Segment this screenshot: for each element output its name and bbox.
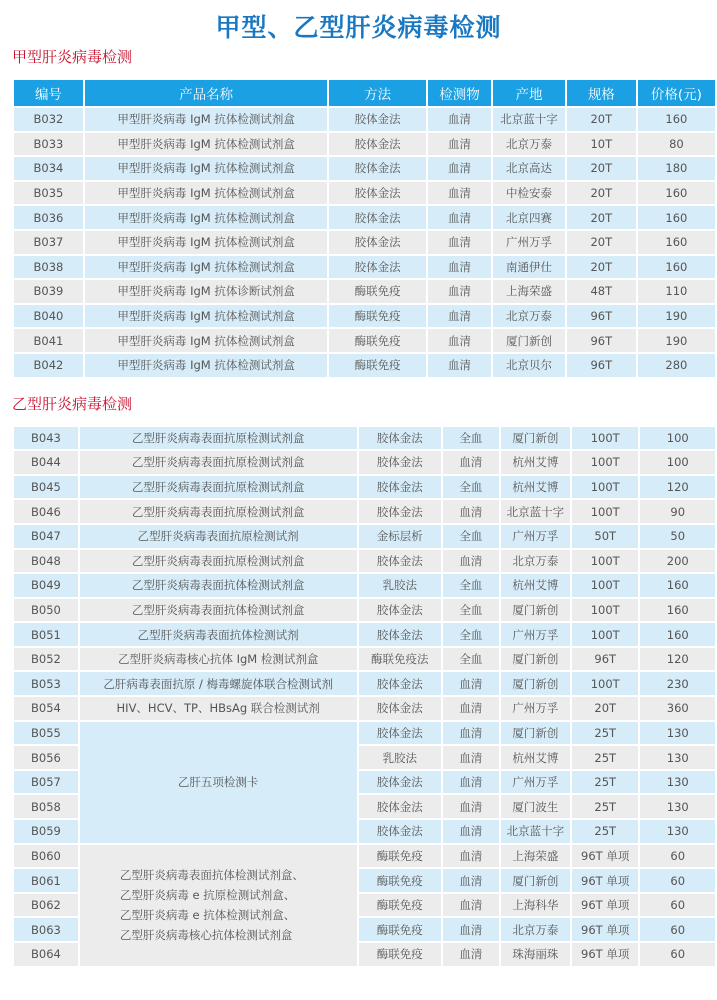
cell-sample: 血清	[443, 500, 499, 523]
cell-price: 190	[638, 305, 715, 328]
cell-method: 胶体金法	[359, 550, 441, 573]
table-row	[14, 354, 715, 377]
cell-origin: 广州万孚	[501, 771, 570, 794]
cell-price: 130	[640, 771, 715, 794]
cell-sample: 血清	[443, 845, 499, 868]
cell-method: 酶联免疫	[359, 869, 441, 892]
cell-price: 130	[640, 795, 715, 818]
cell-sample: 血清	[428, 108, 491, 131]
cell-method: 胶体金法	[329, 182, 425, 205]
cell-product-name-merged: 乙肝五项检测卡	[80, 722, 357, 843]
cell-price: 120	[640, 476, 715, 499]
cell-origin: 厦门波生	[501, 795, 570, 818]
cell-spec: 20T	[567, 182, 636, 205]
cell-spec: 96T	[567, 354, 636, 377]
cell-method: 胶体金法	[359, 771, 441, 794]
cell-origin: 厦门新创	[493, 329, 565, 352]
cell-id: B035	[14, 182, 83, 205]
table-row	[14, 648, 715, 671]
cell-method: 胶体金法	[329, 157, 425, 180]
cell-product-name: 乙型肝炎病毒表面抗体检测试剂盒	[80, 574, 357, 597]
cell-id: B034	[14, 157, 83, 180]
cell-sample: 血清	[443, 746, 499, 769]
cell-product-name: 甲型肝炎病毒 IgM 抗体检测试剂盒	[85, 231, 328, 254]
cell-spec: 96T	[567, 329, 636, 352]
cell-spec: 100T	[572, 500, 639, 523]
cell-sample: 全血	[443, 574, 499, 597]
cell-id: B047	[14, 525, 78, 548]
cell-id: B063	[14, 918, 78, 941]
cell-method: 金标层析	[359, 525, 441, 548]
cell-spec: 20T	[567, 231, 636, 254]
page-title: 甲型、乙型肝炎病毒检测	[215, 13, 502, 42]
cell-method: 酶联免疫法	[359, 648, 441, 671]
header-product-name: 产品名称	[85, 80, 328, 106]
cell-sample: 血清	[443, 820, 499, 843]
cell-sample: 血清	[443, 918, 499, 941]
cell-method: 酶联免疫	[329, 305, 425, 328]
table-row	[14, 697, 715, 720]
cell-price: 160	[638, 256, 715, 279]
cell-price: 160	[640, 623, 715, 646]
cell-id: B059	[14, 820, 78, 843]
cell-price: 160	[638, 206, 715, 229]
cell-id: B040	[14, 305, 83, 328]
cell-method: 酶联免疫	[329, 329, 425, 352]
cell-price: 80	[638, 133, 715, 156]
cell-origin: 厦门新创	[501, 722, 570, 745]
header-origin: 产地	[493, 80, 565, 106]
cell-price: 130	[640, 746, 715, 769]
cell-origin: 杭州艾博	[501, 746, 570, 769]
cell-method: 酶联免疫	[359, 943, 441, 966]
cell-origin: 厦门新创	[501, 672, 570, 695]
cell-price: 60	[640, 943, 715, 966]
cell-method: 胶体金法	[329, 256, 425, 279]
cell-method: 胶体金法	[329, 108, 425, 131]
cell-id: B045	[14, 476, 78, 499]
cell-sample: 血清	[428, 182, 491, 205]
table-row	[14, 672, 715, 695]
section-title-hepatitis-a: 甲型肝炎病毒检测	[12, 48, 133, 66]
cell-spec: 10T	[567, 133, 636, 156]
cell-origin: 北京万泰	[493, 133, 565, 156]
cell-method: 胶体金法	[359, 672, 441, 695]
cell-product-name: 甲型肝炎病毒 IgM 抗体检测试剂盒	[85, 305, 328, 328]
cell-origin: 广州万孚	[501, 525, 570, 548]
cell-price: 60	[640, 918, 715, 941]
header-sample: 检测物	[428, 80, 491, 106]
table-row	[14, 722, 715, 745]
cell-price: 90	[640, 500, 715, 523]
cell-spec: 20T	[567, 157, 636, 180]
cell-spec: 100T	[572, 451, 639, 474]
cell-origin: 杭州艾博	[501, 574, 570, 597]
hepatitis-b-table	[12, 425, 717, 968]
cell-origin: 上海科华	[501, 894, 570, 917]
cell-sample: 全血	[443, 648, 499, 671]
cell-sample: 血清	[443, 943, 499, 966]
table-row	[14, 550, 715, 573]
cell-id: B055	[14, 722, 78, 745]
cell-product-name: 乙型肝炎病毒表面抗原检测试剂盒	[80, 500, 357, 523]
cell-id: B039	[14, 280, 83, 303]
cell-spec: 25T	[572, 795, 639, 818]
cell-id: B036	[14, 206, 83, 229]
cell-product-name: 乙型肝炎病毒表面抗原检测试剂	[80, 525, 357, 548]
cell-price: 200	[640, 550, 715, 573]
cell-price: 360	[640, 697, 715, 720]
cell-origin: 厦门新创	[501, 869, 570, 892]
cell-spec: 100T	[572, 550, 639, 573]
table-row	[14, 133, 715, 156]
cell-sample: 全血	[443, 525, 499, 548]
cell-sample: 血清	[428, 329, 491, 352]
cell-origin: 杭州艾博	[501, 476, 570, 499]
product-name-line: 乙型肝炎病毒表面抗体检测试剂盒、	[119, 868, 304, 883]
cell-origin: 厦门新创	[501, 648, 570, 671]
cell-id: B043	[14, 427, 78, 450]
cell-product-name: 甲型肝炎病毒 IgM 抗体诊断试剂盒	[85, 280, 328, 303]
cell-id: B061	[14, 869, 78, 892]
cell-method: 酶联免疫	[329, 280, 425, 303]
table-row	[14, 525, 715, 548]
cell-origin: 北京高达	[493, 157, 565, 180]
cell-id: B038	[14, 256, 83, 279]
cell-method: 胶体金法	[359, 427, 441, 450]
cell-spec: 48T	[567, 280, 636, 303]
cell-sample: 血清	[428, 133, 491, 156]
cell-spec: 96T	[567, 305, 636, 328]
cell-method: 乳胶法	[359, 746, 441, 769]
cell-sample: 血清	[428, 305, 491, 328]
cell-id: B048	[14, 550, 78, 573]
cell-sample: 血清	[443, 795, 499, 818]
cell-price: 160	[640, 599, 715, 622]
cell-id: B046	[14, 500, 78, 523]
cell-product-name: 乙型肝炎病毒核心抗体 IgM 检测试剂盒	[80, 648, 357, 671]
cell-spec: 20T	[567, 256, 636, 279]
cell-method: 胶体金法	[329, 133, 425, 156]
cell-product-name: 甲型肝炎病毒 IgM 抗体检测试剂盒	[85, 256, 328, 279]
cell-product-name: 甲型肝炎病毒 IgM 抗体检测试剂盒	[85, 157, 328, 180]
cell-spec: 96T 单项	[572, 918, 639, 941]
cell-price: 110	[638, 280, 715, 303]
cell-id: B056	[14, 746, 78, 769]
cell-price: 180	[638, 157, 715, 180]
cell-spec: 96T 单项	[572, 869, 639, 892]
cell-origin: 南通伊仕	[493, 256, 565, 279]
cell-method: 胶体金法	[329, 231, 425, 254]
cell-method: 胶体金法	[359, 697, 441, 720]
cell-spec: 96T 单项	[572, 845, 639, 868]
table-row	[14, 280, 715, 303]
cell-id: B037	[14, 231, 83, 254]
cell-sample: 血清	[443, 672, 499, 695]
table-row	[14, 256, 715, 279]
table-row	[14, 476, 715, 499]
cell-spec: 100T	[572, 599, 639, 622]
cell-method: 酶联免疫	[359, 918, 441, 941]
cell-price: 60	[640, 894, 715, 917]
cell-sample: 血清	[428, 206, 491, 229]
cell-price: 100	[640, 451, 715, 474]
cell-origin: 杭州艾博	[501, 451, 570, 474]
cell-price: 130	[640, 820, 715, 843]
cell-sample: 血清	[443, 894, 499, 917]
cell-price: 280	[638, 354, 715, 377]
cell-product-name: 乙型肝炎病毒表面抗体检测试剂	[80, 623, 357, 646]
cell-id: B049	[14, 574, 78, 597]
table-row	[14, 206, 715, 229]
cell-product-name: 乙型肝炎病毒表面抗体检测试剂盒	[80, 599, 357, 622]
cell-sample: 血清	[443, 550, 499, 573]
cell-price: 160	[640, 574, 715, 597]
cell-origin: 北京蓝十字	[493, 108, 565, 131]
cell-origin: 厦门新创	[501, 427, 570, 450]
cell-spec: 100T	[572, 427, 639, 450]
cell-id: B054	[14, 697, 78, 720]
cell-sample: 血清	[443, 869, 499, 892]
cell-spec: 20T	[567, 108, 636, 131]
cell-product-name: 甲型肝炎病毒 IgM 抗体检测试剂盒	[85, 108, 328, 131]
table-row	[14, 623, 715, 646]
cell-product-name: 乙型肝炎病毒表面抗原检测试剂盒	[80, 451, 357, 474]
cell-sample: 全血	[443, 427, 499, 450]
cell-product-name: 甲型肝炎病毒 IgM 抗体检测试剂盒	[85, 354, 328, 377]
cell-spec: 96T 单项	[572, 943, 639, 966]
cell-id: B053	[14, 672, 78, 695]
cell-price: 230	[640, 672, 715, 695]
cell-product-name: 乙型肝炎病毒表面抗原检测试剂盒	[80, 550, 357, 573]
cell-spec: 25T	[572, 746, 639, 769]
cell-method: 酶联免疫	[359, 845, 441, 868]
cell-spec: 50T	[572, 525, 639, 548]
cell-spec: 25T	[572, 722, 639, 745]
cell-sample: 全血	[443, 476, 499, 499]
cell-method: 胶体金法	[329, 206, 425, 229]
product-name-line: 乙型肝炎病毒 e 抗体检测试剂盒、	[119, 908, 296, 923]
cell-origin: 北京万泰	[501, 918, 570, 941]
cell-spec: 100T	[572, 623, 639, 646]
cell-product-name-merged	[80, 845, 357, 966]
cell-method: 胶体金法	[359, 795, 441, 818]
cell-origin: 北京万泰	[493, 305, 565, 328]
header-id: 编号	[14, 80, 83, 106]
cell-product-name: 甲型肝炎病毒 IgM 抗体检测试剂盒	[85, 329, 328, 352]
cell-sample: 血清	[443, 697, 499, 720]
cell-price: 120	[640, 648, 715, 671]
cell-origin: 厦门新创	[501, 599, 570, 622]
cell-product-name: HIV、HCV、TP、HBsAg 联合检测试剂	[80, 697, 357, 720]
cell-price: 50	[640, 525, 715, 548]
cell-product-name: 乙型肝炎病毒表面抗原检测试剂盒	[80, 476, 357, 499]
cell-product-name: 甲型肝炎病毒 IgM 抗体检测试剂盒	[85, 206, 328, 229]
cell-sample: 血清	[443, 771, 499, 794]
cell-sample: 血清	[428, 354, 491, 377]
cell-origin: 广州万孚	[493, 231, 565, 254]
cell-id: B033	[14, 133, 83, 156]
cell-method: 胶体金法	[359, 451, 441, 474]
table-row	[14, 451, 715, 474]
cell-origin: 北京贝尔	[493, 354, 565, 377]
cell-id: B042	[14, 354, 83, 377]
cell-sample: 血清	[428, 157, 491, 180]
cell-price: 160	[638, 231, 715, 254]
table-row	[14, 231, 715, 254]
cell-method: 胶体金法	[359, 722, 441, 745]
cell-method: 乳胶法	[359, 574, 441, 597]
cell-id: B044	[14, 451, 78, 474]
cell-id: B057	[14, 771, 78, 794]
cell-id: B041	[14, 329, 83, 352]
table-row	[14, 574, 715, 597]
cell-spec: 100T	[572, 476, 639, 499]
cell-id: B062	[14, 894, 78, 917]
cell-method: 胶体金法	[359, 599, 441, 622]
table-row	[14, 427, 715, 450]
cell-spec: 25T	[572, 771, 639, 794]
cell-price: 60	[640, 869, 715, 892]
cell-sample: 全血	[443, 599, 499, 622]
cell-price: 130	[640, 722, 715, 745]
product-name-line: 乙型肝炎病毒核心抗体检测试剂盒	[119, 928, 293, 943]
cell-method: 胶体金法	[359, 500, 441, 523]
cell-id: B060	[14, 845, 78, 868]
cell-product-name: 甲型肝炎病毒 IgM 抗体检测试剂盒	[85, 133, 328, 156]
cell-price: 160	[638, 108, 715, 131]
cell-spec: 25T	[572, 820, 639, 843]
cell-spec: 20T	[572, 697, 639, 720]
cell-method: 胶体金法	[359, 820, 441, 843]
cell-origin: 上海荣盛	[493, 280, 565, 303]
header-method: 方法	[329, 80, 425, 106]
cell-id: B032	[14, 108, 83, 131]
table-row	[14, 305, 715, 328]
cell-price: 60	[640, 845, 715, 868]
cell-id: B050	[14, 599, 78, 622]
cell-id: B058	[14, 795, 78, 818]
cell-spec: 96T	[572, 648, 639, 671]
table-row	[14, 500, 715, 523]
header-spec: 规格	[567, 80, 636, 106]
cell-origin: 广州万孚	[501, 697, 570, 720]
cell-origin: 北京万泰	[501, 550, 570, 573]
cell-product-name: 乙型肝炎病毒表面抗原检测试剂盒	[80, 427, 357, 450]
cell-sample: 全血	[443, 623, 499, 646]
hepatitis-a-table	[12, 78, 717, 379]
header-price: 价格(元)	[638, 80, 715, 106]
section-title-hepatitis-b: 乙型肝炎病毒检测	[12, 394, 133, 413]
cell-method: 胶体金法	[359, 476, 441, 499]
cell-origin: 北京蓝十字	[501, 820, 570, 843]
cell-spec: 96T 单项	[572, 894, 639, 917]
cell-sample: 血清	[443, 451, 499, 474]
cell-origin: 广州万孚	[501, 623, 570, 646]
cell-id: B064	[14, 943, 78, 966]
table-row	[14, 182, 715, 205]
cell-origin: 北京蓝十字	[501, 500, 570, 523]
cell-method: 酶联免疫	[359, 894, 441, 917]
table-row	[14, 157, 715, 180]
cell-price: 190	[638, 329, 715, 352]
cell-price: 160	[638, 182, 715, 205]
cell-product-name: 甲型肝炎病毒 IgM 抗体检测试剂盒	[85, 182, 328, 205]
cell-method: 胶体金法	[359, 623, 441, 646]
cell-id: B052	[14, 648, 78, 671]
cell-spec: 20T	[567, 206, 636, 229]
cell-spec: 100T	[572, 574, 639, 597]
product-name-line: 乙型肝炎病毒 e 抗原检测试剂盒、	[119, 888, 296, 903]
cell-sample: 血清	[443, 722, 499, 745]
cell-product-name: 乙肝病毒表面抗原 / 梅毒螺旋体联合检测试剂	[80, 672, 357, 695]
table-row	[14, 845, 715, 868]
cell-sample: 血清	[428, 231, 491, 254]
cell-price: 100	[640, 427, 715, 450]
cell-spec: 100T	[572, 672, 639, 695]
table-row	[14, 599, 715, 622]
cell-origin: 北京四赛	[493, 206, 565, 229]
cell-origin: 中检安泰	[493, 182, 565, 205]
table-row	[14, 108, 715, 131]
cell-sample: 血清	[428, 280, 491, 303]
cell-method: 酶联免疫	[329, 354, 425, 377]
cell-origin: 珠海丽珠	[501, 943, 570, 966]
table-header-row	[14, 80, 715, 106]
table-row	[14, 329, 715, 352]
cell-origin: 上海荣盛	[501, 845, 570, 868]
cell-sample: 血清	[428, 256, 491, 279]
cell-id: B051	[14, 623, 78, 646]
